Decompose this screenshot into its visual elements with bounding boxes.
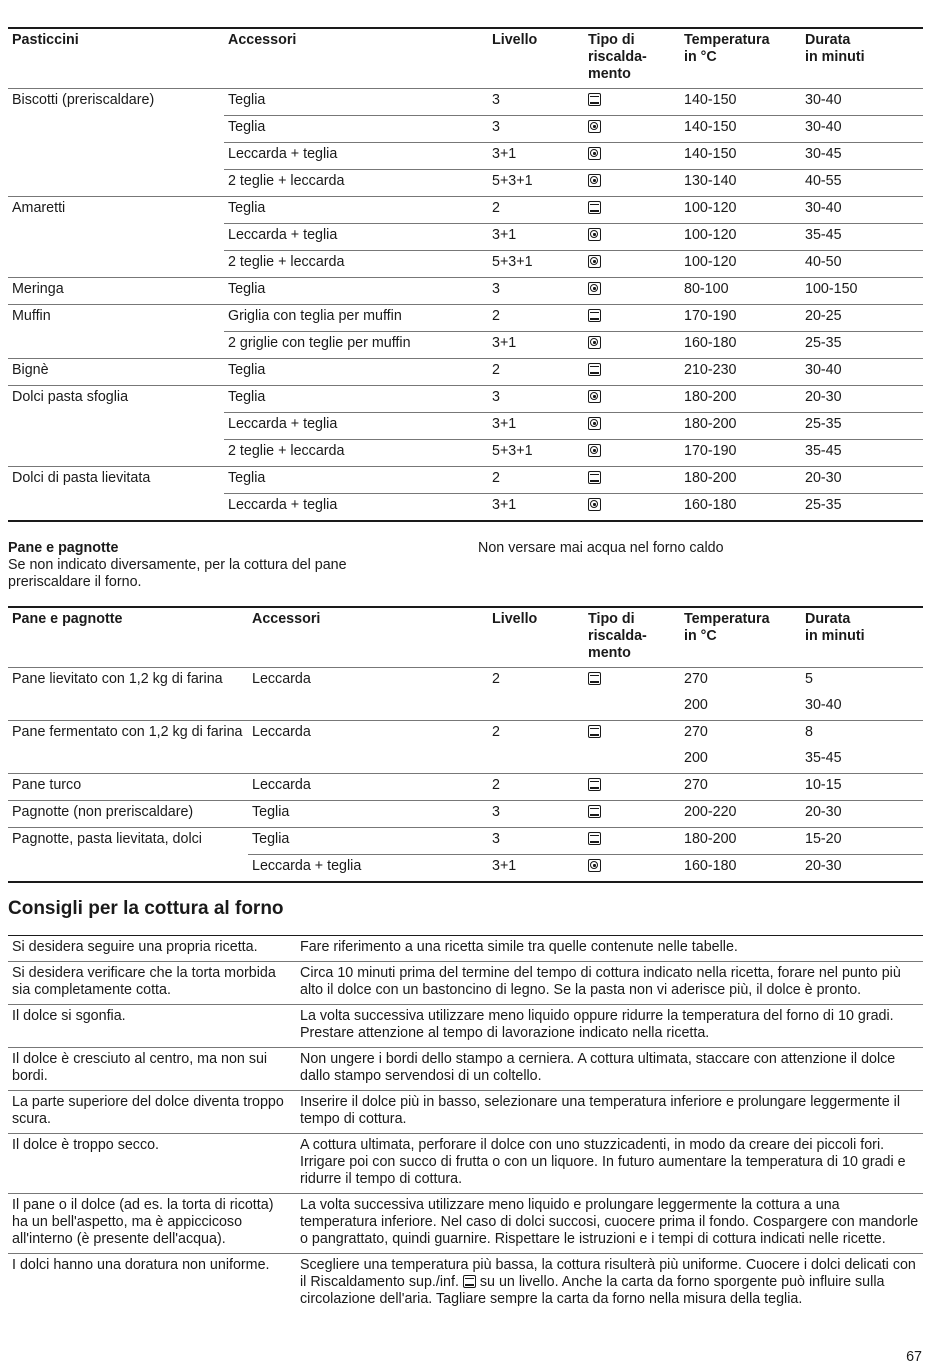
table-row <box>8 413 923 440</box>
accessory-cell: 2 griglie con teglie per muffin <box>224 332 488 359</box>
accessory-cell: Teglia <box>224 386 488 413</box>
level-cell: 3+1 <box>488 494 584 522</box>
temperature-cell: 100-120 <box>680 251 801 278</box>
accessory-cell: 2 teglie + leccarda <box>224 251 488 278</box>
top-bottom-heat-icon <box>588 805 601 818</box>
heating-type-cell <box>584 413 680 440</box>
accessory-cell: Leccarda + teglia <box>224 143 488 170</box>
pane-intro-title: Pane e pagnotte <box>8 540 119 556</box>
temperature-cell: 140-150 <box>680 143 801 170</box>
tip-problem: Si desidera verificare che la torta morbida sia completamente cotta. <box>8 962 296 1005</box>
table-row <box>8 197 923 224</box>
pane-intro <box>8 540 923 591</box>
accessory-cell: Teglia <box>248 801 488 828</box>
hot-air-fan-icon <box>588 255 601 268</box>
tip-solution: Non ungere i bordi dello stampo a cerniera. A cottura ultimata, staccare con attenzione il dolce dallo stampo servendosi di un coltello. <box>296 1048 923 1091</box>
heating-type-cell <box>584 197 680 224</box>
tip-problem: Il dolce si sgonfia. <box>8 1005 296 1048</box>
tip-solution: Fare riferimento a una ricetta simile tra quelle contenute nelle tabelle. <box>296 936 923 962</box>
tip-problem: Il dolce è troppo secco. <box>8 1134 296 1194</box>
heating-type-cell <box>584 774 680 801</box>
tip-problem: Si desidera seguire una propria ricetta. <box>8 936 296 962</box>
dish-name-cell <box>8 494 224 522</box>
consigli-title: Consigli per la cottura al forno <box>8 898 284 919</box>
heating-type-cell <box>584 694 680 721</box>
pasticcini-table <box>8 27 923 522</box>
level-cell: 2 <box>488 305 584 332</box>
hot-air-fan-icon <box>588 417 601 430</box>
tip-solution: La volta successiva utilizzare meno liquido oppure ridurre la temperatura del forno di 10 gradi. Prestare attenzione al tempo di lavorazione indicato nella ricetta. <box>296 1005 923 1048</box>
heating-type-cell <box>584 89 680 116</box>
hot-air-fan-icon <box>588 498 601 511</box>
duration-cell: 30-40 <box>805 697 842 713</box>
duration-cell: 40-55 <box>801 170 923 197</box>
temperature-cell: 210-230 <box>680 359 801 386</box>
dish-name-cell: Biscotti (preriscaldare) <box>8 89 224 116</box>
level-cell: 3 <box>488 386 584 413</box>
table-row <box>8 116 923 143</box>
table-row <box>8 801 923 828</box>
dish-name-cell <box>8 694 248 721</box>
duration-cell: 100-150 <box>801 278 923 305</box>
top-bottom-heat-icon <box>588 672 601 685</box>
top-bottom-heat-icon <box>588 93 601 106</box>
heating-type-cell <box>584 143 680 170</box>
heating-type-cell <box>584 747 680 774</box>
table-row <box>8 305 923 332</box>
header-accessori: Accessori <box>252 611 321 627</box>
tip-row <box>8 936 923 962</box>
dish-name-cell <box>8 251 224 278</box>
accessory-cell: Teglia <box>224 197 488 224</box>
accessory-cell: 2 teglie + leccarda <box>224 170 488 197</box>
level-cell <box>488 747 584 774</box>
duration-cell: 35-45 <box>801 224 923 251</box>
header-pane-pagnotte: Pane e pagnotte <box>12 611 123 627</box>
level-cell: 2 <box>488 774 584 801</box>
tip-solution: Inserire il dolce più in basso, selezionare una temperatura inferiore e prolungare leggermente il tempo di cottura. <box>296 1091 923 1134</box>
table-row <box>8 828 923 855</box>
level-cell: 2 <box>488 668 584 695</box>
table-row <box>8 170 923 197</box>
dish-name-cell: Pagnotte (non preriscaldare) <box>8 801 248 828</box>
temperature-cell: 180-200 <box>680 413 801 440</box>
duration-cell: 20-30 <box>801 386 923 413</box>
duration-cell: 20-30 <box>801 855 923 883</box>
dish-name-cell <box>8 224 224 251</box>
table-row <box>8 332 923 359</box>
dish-name-cell: Pane turco <box>8 774 248 801</box>
consigli-table <box>8 935 923 1313</box>
duration-cell: 30-40 <box>801 116 923 143</box>
duration-cell: 20-30 <box>801 801 923 828</box>
temperature-cell: 100-120 <box>680 197 801 224</box>
accessory-cell: Teglia <box>224 116 488 143</box>
top-bottom-heat-icon <box>463 1275 476 1288</box>
duration-cell: 20-30 <box>801 467 923 494</box>
heating-type-cell <box>584 386 680 413</box>
table-row <box>8 467 923 494</box>
heating-type-cell <box>584 855 680 883</box>
pasticcini-header-row <box>8 28 923 89</box>
duration-cell: 35-45 <box>805 750 842 766</box>
table-row <box>8 89 923 116</box>
temperature-cell: 100-120 <box>680 224 801 251</box>
temperature-cell: 180-200 <box>680 386 801 413</box>
hot-air-fan-icon <box>588 147 601 160</box>
temperature-cell: 180-200 <box>680 467 801 494</box>
accessory-cell: Leccarda <box>248 668 488 695</box>
tip-row <box>8 1254 923 1314</box>
duration-cell: 25-35 <box>801 413 923 440</box>
dish-name-cell: Bignè <box>8 359 224 386</box>
top-bottom-heat-icon <box>588 309 601 322</box>
level-cell: 5+3+1 <box>488 170 584 197</box>
level-cell: 3 <box>488 89 584 116</box>
duration-cell: 35-45 <box>801 440 923 467</box>
level-cell: 3+1 <box>488 413 584 440</box>
heating-type-cell <box>584 801 680 828</box>
duration-cell: 30-40 <box>801 89 923 116</box>
heating-type-cell <box>584 251 680 278</box>
duration-cell: 15-20 <box>801 828 923 855</box>
tip-problem: Il pane o il dolce (ad es. la torta di ricotta) ha un bell'aspetto, ma è appiccicoso all'interno (è presente dell'acqua). <box>8 1194 296 1254</box>
duration-cell: 30-40 <box>801 197 923 224</box>
heating-type-cell <box>584 494 680 522</box>
temperature-cell: 170-190 <box>680 305 801 332</box>
heating-type-cell <box>584 668 680 695</box>
accessory-cell <box>248 747 488 774</box>
temperature-cell: 160-180 <box>680 494 801 522</box>
tip-row <box>8 1134 923 1194</box>
heating-type-cell <box>584 305 680 332</box>
duration-cell: 10-15 <box>801 774 923 801</box>
dish-name-cell: Dolci di pasta lievitata <box>8 467 224 494</box>
dish-name-cell: Pane fermentato con 1,2 kg di farina <box>8 721 248 748</box>
duration-cell: 5 <box>801 668 923 695</box>
table-row <box>8 494 923 522</box>
pane-intro-note: Non versare mai acqua nel forno caldo <box>478 540 724 556</box>
dish-name-cell <box>8 116 224 143</box>
temperature-cell: 200 <box>684 697 708 713</box>
table-row <box>8 774 923 801</box>
duration-cell: 30-45 <box>801 143 923 170</box>
tip-solution-part1: Scegliere una temperatura più bassa, la cottura risulterà più uniforme. Cuocere i dolci delicati con il Riscaldamento sup./inf. <box>300 1257 916 1290</box>
level-cell: 5+3+1 <box>488 440 584 467</box>
accessory-cell: Leccarda + teglia <box>248 855 488 883</box>
temperature-cell: 130-140 <box>680 170 801 197</box>
accessory-cell: Teglia <box>224 89 488 116</box>
level-cell <box>488 694 584 721</box>
temperature-cell: 80-100 <box>680 278 801 305</box>
hot-air-fan-icon <box>588 120 601 133</box>
heating-type-cell <box>584 467 680 494</box>
level-cell: 2 <box>488 467 584 494</box>
tip-row <box>8 962 923 1005</box>
heating-type-cell <box>584 721 680 748</box>
header-durata: Durata in minuti <box>805 32 865 65</box>
level-cell: 3+1 <box>488 332 584 359</box>
temperature-cell: 140-150 <box>680 116 801 143</box>
header-durata: Durata in minuti <box>805 611 865 644</box>
temperature-cell: 200 <box>684 750 708 766</box>
temperature-cell: 170-190 <box>680 440 801 467</box>
temperature-cell: 160-180 <box>680 332 801 359</box>
heating-type-cell <box>584 224 680 251</box>
heating-type-cell <box>584 828 680 855</box>
level-cell: 3 <box>488 801 584 828</box>
tip-problem: La parte superiore del dolce diventa troppo scura. <box>8 1091 296 1134</box>
hot-air-fan-icon <box>588 444 601 457</box>
tip-row <box>8 1005 923 1048</box>
table-row <box>8 251 923 278</box>
table-row <box>8 143 923 170</box>
accessory-cell: Teglia <box>248 828 488 855</box>
accessory-cell: Leccarda + teglia <box>224 494 488 522</box>
duration-cell: 25-35 <box>801 332 923 359</box>
tip-solution: Circa 10 minuti prima del termine del tempo di cottura indicato nella ricetta, forare nel punto più alto il dolce con un bastoncino di legno. Se la pasta non vi aderisce più, il dolce è pronto. <box>296 962 923 1005</box>
top-bottom-heat-icon <box>588 725 601 738</box>
dish-name-cell <box>8 855 248 883</box>
level-cell: 3 <box>488 278 584 305</box>
header-livello: Livello <box>492 611 538 627</box>
dish-name-cell: Meringa <box>8 278 224 305</box>
pane-intro-text: Se non indicato diversamente, per la cottura del pane preriscaldare il forno. <box>8 557 347 590</box>
duration-cell: 8 <box>801 721 923 748</box>
level-cell: 5+3+1 <box>488 251 584 278</box>
tip-row <box>8 1091 923 1134</box>
pane-header-row <box>8 607 923 668</box>
accessory-cell: Leccarda + teglia <box>224 224 488 251</box>
accessory-cell: Leccarda <box>248 721 488 748</box>
hot-air-fan-icon <box>588 336 601 349</box>
accessory-cell: Leccarda <box>248 774 488 801</box>
dish-name-cell: Muffin <box>8 305 224 332</box>
table-row <box>8 747 923 774</box>
page-number: 67 <box>906 1349 922 1365</box>
duration-cell: 40-50 <box>801 251 923 278</box>
dish-name-cell: Dolci pasta sfoglia <box>8 386 224 413</box>
duration-cell: 30-40 <box>801 359 923 386</box>
accessory-cell: Teglia <box>224 467 488 494</box>
temperature-cell: 140-150 <box>680 89 801 116</box>
level-cell: 3 <box>488 116 584 143</box>
level-cell: 2 <box>488 721 584 748</box>
top-bottom-heat-icon <box>588 471 601 484</box>
accessory-cell: Teglia <box>224 278 488 305</box>
header-tipo-riscaldamento: Tipo di riscalda- mento <box>588 32 647 82</box>
accessory-cell: Leccarda + teglia <box>224 413 488 440</box>
header-livello: Livello <box>492 32 538 48</box>
tip-solution: La volta successiva utilizzare meno liquido e prolungare leggermente la cottura a una temperatura inferiore. Nel caso di dolci succosi, cuocere prima il fondo. Cospargere con mandorle o pangrattato, quindi guarnire. Rispettare le istruzioni e i tempi di cottura indicati nelle ricette. <box>296 1194 923 1254</box>
table-row <box>8 224 923 251</box>
table-row <box>8 694 923 721</box>
dish-name-cell <box>8 332 224 359</box>
temperature-cell: 270 <box>680 721 801 748</box>
page <box>8 27 923 1313</box>
accessory-cell: Griglia con teglia per muffin <box>224 305 488 332</box>
hot-air-fan-icon <box>588 859 601 872</box>
header-temperatura: Temperatura in °C <box>684 32 770 65</box>
heating-type-cell <box>584 116 680 143</box>
temperature-cell: 200-220 <box>680 801 801 828</box>
table-row <box>8 668 923 695</box>
pane-body <box>8 668 923 883</box>
header-pasticcini: Pasticcini <box>12 32 79 48</box>
top-bottom-heat-icon <box>588 201 601 214</box>
top-bottom-heat-icon <box>588 832 601 845</box>
tip-row <box>8 1194 923 1254</box>
hot-air-fan-icon <box>588 282 601 295</box>
tip-row <box>8 1048 923 1091</box>
table-row <box>8 278 923 305</box>
heating-type-cell <box>584 440 680 467</box>
duration-cell: 20-25 <box>801 305 923 332</box>
top-bottom-heat-icon <box>588 363 601 376</box>
dish-name-cell: Pane lievitato con 1,2 kg di farina <box>8 668 248 695</box>
tip-solution <box>296 1254 923 1314</box>
dish-name-cell <box>8 143 224 170</box>
dish-name-cell: Pagnotte, pasta lievitata, dolci <box>8 828 248 855</box>
temperature-cell: 270 <box>680 774 801 801</box>
level-cell: 3+1 <box>488 224 584 251</box>
temperature-cell: 180-200 <box>680 828 801 855</box>
level-cell: 3 <box>488 828 584 855</box>
dish-name-cell <box>8 170 224 197</box>
header-temperatura: Temperatura in °C <box>684 611 770 644</box>
pane-table <box>8 606 923 883</box>
dish-name-cell <box>8 747 248 774</box>
tip-problem: I dolci hanno una doratura non uniforme. <box>12 1257 270 1273</box>
heating-type-cell <box>584 332 680 359</box>
level-cell: 2 <box>488 197 584 224</box>
table-row <box>8 440 923 467</box>
table-row <box>8 721 923 748</box>
hot-air-fan-icon <box>588 228 601 241</box>
level-cell: 3+1 <box>488 855 584 883</box>
tip-problem: Il dolce è cresciuto al centro, ma non sui bordi. <box>8 1048 296 1091</box>
header-accessori: Accessori <box>228 32 297 48</box>
heating-type-cell <box>584 359 680 386</box>
accessory-cell: 2 teglie + leccarda <box>224 440 488 467</box>
duration-cell: 25-35 <box>801 494 923 522</box>
dish-name-cell <box>8 440 224 467</box>
heating-type-cell <box>584 278 680 305</box>
table-row <box>8 386 923 413</box>
level-cell: 2 <box>488 359 584 386</box>
accessory-cell: Teglia <box>224 359 488 386</box>
accessory-cell <box>248 694 488 721</box>
pasticcini-body <box>8 89 923 522</box>
table-row <box>8 855 923 883</box>
hot-air-fan-icon <box>588 390 601 403</box>
tip-solution: A cottura ultimata, perforare il dolce con uno stuzzicadenti, in modo da creare dei piccoli fori. Irrigare poi con succo di frutta o con un liquore. In futuro aumentare la temperatura di 10 gradi e ridurre il tempo di cottura. <box>296 1134 923 1194</box>
dish-name-cell: Amaretti <box>8 197 224 224</box>
table-row <box>8 359 923 386</box>
hot-air-fan-icon <box>588 174 601 187</box>
level-cell: 3+1 <box>488 143 584 170</box>
dish-name-cell <box>8 413 224 440</box>
header-tipo-riscaldamento: Tipo di riscalda- mento <box>588 611 647 661</box>
top-bottom-heat-icon <box>588 778 601 791</box>
temperature-cell: 160-180 <box>680 855 801 883</box>
heating-type-cell <box>584 170 680 197</box>
temperature-cell: 270 <box>680 668 801 695</box>
tip-solution-part2: su un livello. Anche la carta da forno sporgente può influire sulla circolazione dell'aria. Tagliare sempre la carta da forno nella misura della teglia. <box>300 1274 885 1307</box>
